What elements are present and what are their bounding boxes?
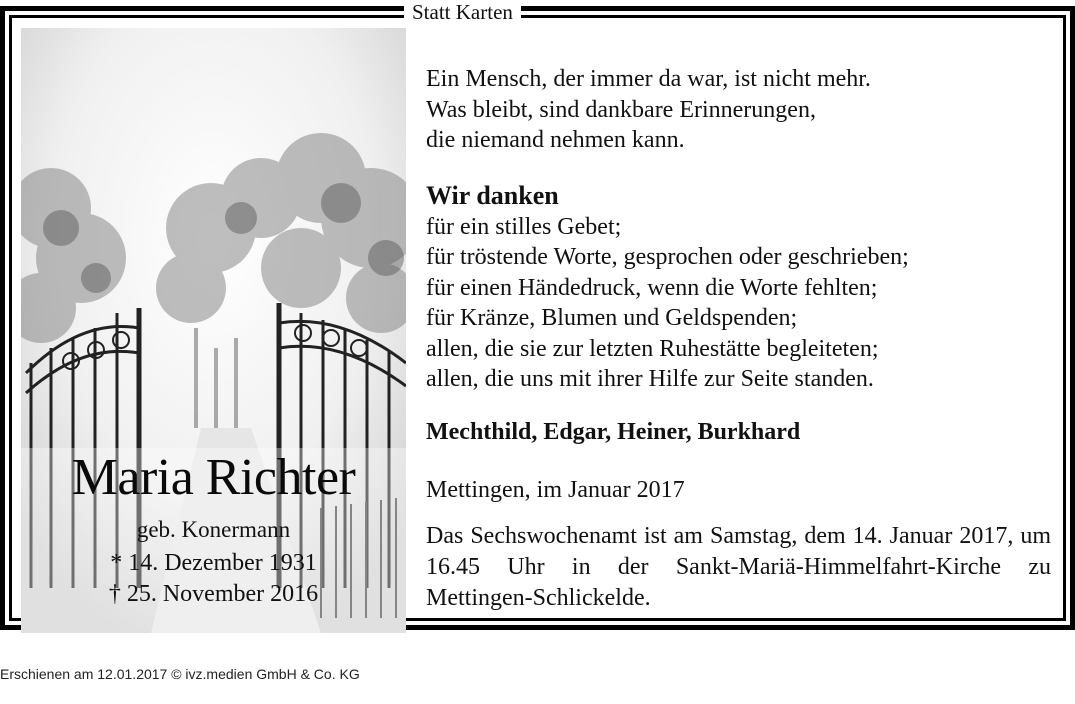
service-notice: Das Sechswochenamt ist am Samstag, dem 14. Januar 2017, um 16.45 Uhr in der Sankt-Mariä-Himmelfahrt-Kirche zu Mettingen-Schlickelde. xyxy=(426,522,1051,611)
deceased-name: Maria Richter xyxy=(71,449,356,506)
death-date: † 25. November 2016 xyxy=(108,581,319,607)
birth-date: * 14. Dezember 1931 xyxy=(110,550,317,576)
thanks-list xyxy=(426,212,1051,395)
birth-name: geb. Konermann xyxy=(136,517,291,542)
header-caption: Statt Karten xyxy=(404,1,521,23)
deceased-info xyxy=(21,448,406,610)
thanks-line: für ein stilles Gebet; xyxy=(426,213,622,240)
thanks-line: für Kränze, Blumen und Geldspenden; xyxy=(426,305,798,331)
signers: Mechthild, Edgar, Heiner, Burkhard xyxy=(426,418,801,445)
notice-inner-border xyxy=(9,15,1066,621)
place-date: Mettingen, im Januar 2017 xyxy=(426,477,685,503)
verse-line: Was bleibt, sind dankbare Erinnerungen, xyxy=(426,96,816,123)
thanks-line: allen, die sie zur letzten Ruhestätte begleiteten; xyxy=(426,335,879,362)
thanks-heading: Wir danken xyxy=(426,180,559,210)
thanks-line: für einen Händedruck, wenn die Worte fehlten; xyxy=(426,274,878,301)
thanks-line: allen, die uns mit ihrer Hilfe zur Seite standen. xyxy=(426,366,874,392)
publication-footer: Erschienen am 12.01.2017 © ivz.medien GmbH & Co. KG xyxy=(0,666,360,682)
thanks-line: für tröstende Worte, gesprochen oder geschrieben; xyxy=(426,244,909,270)
memorial-verse xyxy=(426,64,1051,156)
verse-line: Ein Mensch, der immer da war, ist nicht mehr. xyxy=(426,66,871,92)
verse-line: die niemand nehmen kann. xyxy=(426,127,685,153)
notice-text xyxy=(426,64,1051,614)
